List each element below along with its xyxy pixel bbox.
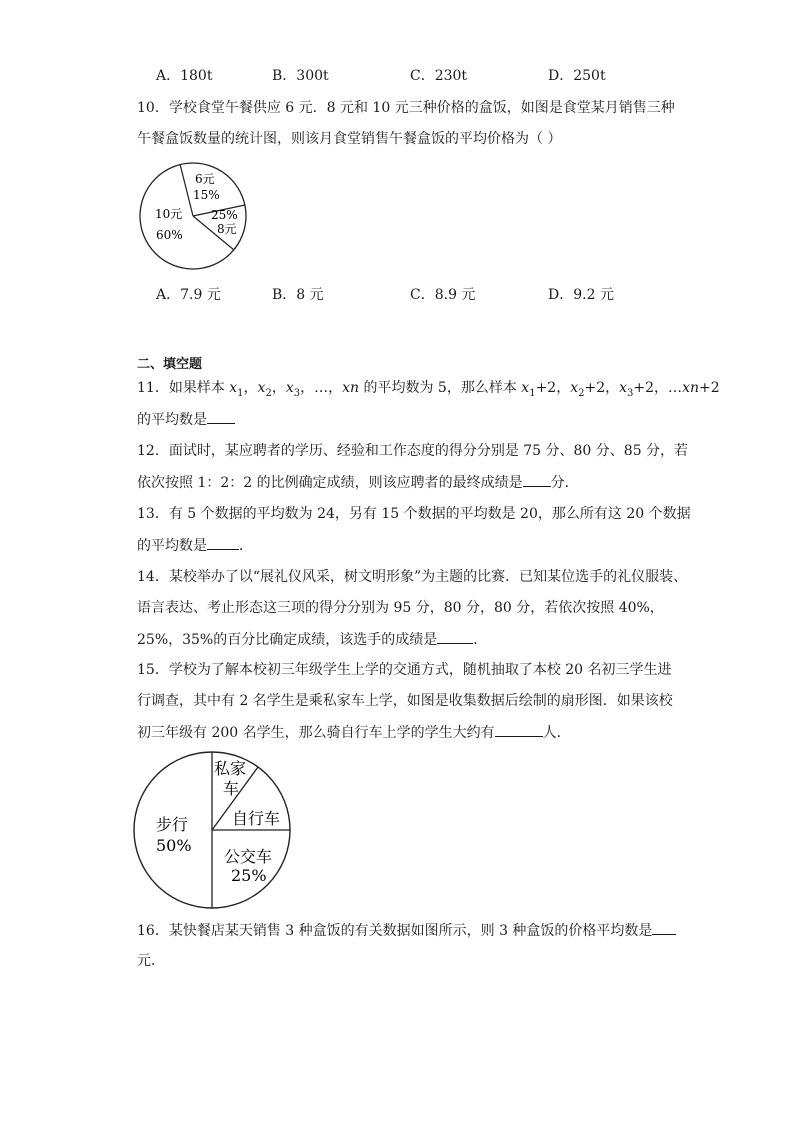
q15-answer-blank[interactable] <box>495 722 543 737</box>
q10-option-a: A．7.9 元 <box>156 287 221 303</box>
q10-line-2: 午餐盒饭数量的统计图，则该月食堂销售午餐盒饭的平均价格为（ ） <box>137 131 562 147</box>
q13-line-2: 的平均数是 ． <box>137 535 253 556</box>
q10-label-25pct: 25% <box>211 208 238 222</box>
section-title-fill-blank: 二、填空题 <box>137 357 203 372</box>
q15-label-bike: 自行车 <box>232 809 281 828</box>
q13-line-1: 13．有 5 个数据的平均数为 24，另有 15 个数据的平均数是 20，那么所有这 20 个数据 <box>137 506 691 522</box>
q16-answer-blank[interactable] <box>652 920 676 935</box>
q14-line-2: 语言表达、考止形态这三项的得分分别为 95 分，80 分，80 分，若依次按照 40%， <box>137 600 664 616</box>
q15-line-2: 行调查，其中有 2 名学生是乘私家车上学，如图是收集数据后绘制的扇形图．如果该校 <box>137 693 673 709</box>
q10-pie-chart <box>136 162 252 274</box>
q10-option-c: C．8.9 元 <box>410 287 476 303</box>
q10-label-8yuan: 8元 <box>217 222 237 236</box>
q11-answer-blank[interactable] <box>207 409 235 424</box>
q10-label-15pct: 15% <box>193 188 220 202</box>
q11-line-2: 的平均数是 <box>137 409 235 430</box>
q15-label-walk: 步行 <box>156 815 189 834</box>
q9-option-b: B．300t <box>272 68 329 84</box>
q12-answer-blank[interactable] <box>523 472 551 487</box>
q14-line-3: 25%，35%的百分比确定成绩，该选手的成绩是 ． <box>137 629 487 650</box>
q15-label-bus-pct: 25% <box>231 866 267 885</box>
q10-label-6yuan: 6元 <box>195 172 215 186</box>
q11-line-1: 11．如果样本 $x_1$，$x_2$，$x_3$，…，xn 的平均数为 5，那么样本 $x_1+2$，$x_2+2$，$x_3+2$，…xn+2 <box>137 380 720 399</box>
q12-line-1: 12．面试时，某应聘者的学历、经验和工作态度的得分分别是 75 分、80 分、85 分，若 <box>137 443 689 459</box>
q10-option-b: B．8 元 <box>272 287 324 303</box>
q10-label-10yuan: 10元 <box>155 207 183 221</box>
q15-pie-chart <box>132 750 294 912</box>
q9-option-d: D．250t <box>548 68 606 84</box>
q15-label-car-2: 车 <box>223 779 240 798</box>
q9-option-c: C．230t <box>410 68 468 84</box>
q10-label-60pct: 60% <box>156 228 183 242</box>
q15-label-car-1: 私家 <box>214 759 247 778</box>
q16-line-2: 元． <box>137 953 165 969</box>
q10-line-1: 10．学校食堂午餐供应 6 元．8 元和 10 元三种价格的盒饭，如图是食堂某月销售三种 <box>137 100 675 116</box>
q15-line-1: 15．学校为了解本校初三年级学生上学的交通方式，随机抽取了本校 20 名初三学生进 <box>137 662 672 678</box>
q16-line-1: 16．某快餐店某天销售 3 种盒饭的有关数据如图所示，则 3 种盒饭的价格平均数是 <box>137 920 676 941</box>
q12-line-2: 依次按照 1：2：2 的比例确定成绩，则该应聘者的最终成绩是 分． <box>137 472 579 493</box>
q9-option-a: A．180t <box>156 68 213 84</box>
q15-line-3: 初三年级有 200 名学生，那么骑自行车上学的学生大约有 人． <box>137 722 571 743</box>
q14-answer-blank[interactable] <box>437 629 473 644</box>
q14-line-1: 14．某校举办了以“展礼仪风采，树文明形象”为主题的比赛．已知某位选手的礼仪服装、 <box>137 569 688 585</box>
q15-label-walk-pct: 50% <box>156 836 192 855</box>
q13-answer-blank[interactable] <box>207 535 239 550</box>
q15-label-bus: 公交车 <box>224 847 273 866</box>
q10-option-d: D．9.2 元 <box>548 287 614 303</box>
